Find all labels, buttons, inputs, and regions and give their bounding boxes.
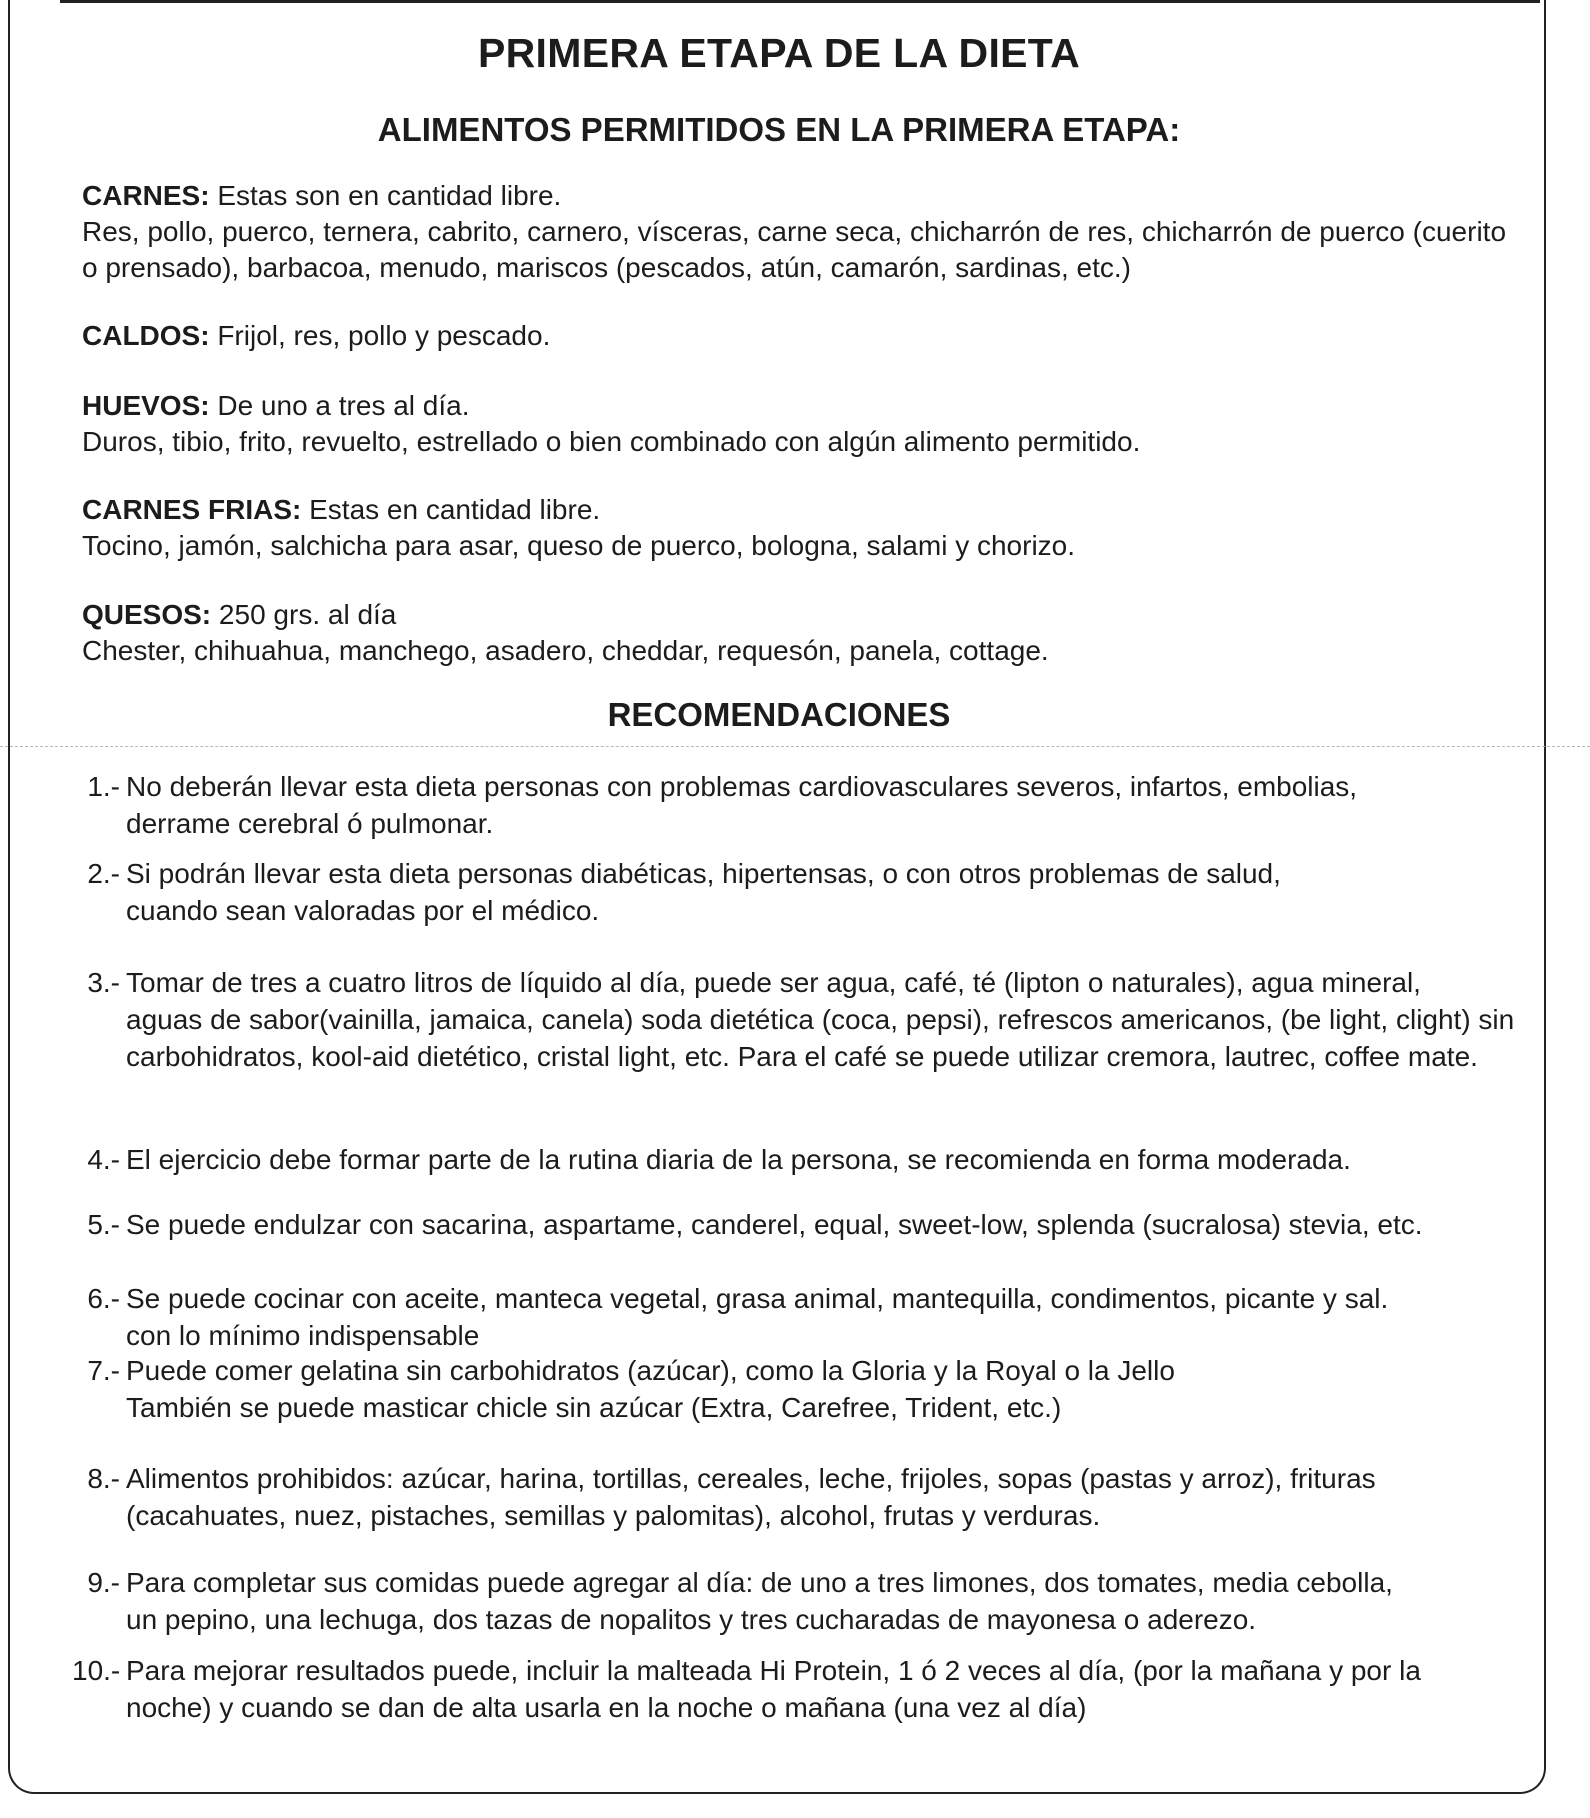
recommendation-item	[72, 1280, 1517, 1354]
item-number: 10.-	[72, 1655, 121, 1686]
recommendations-title: RECOMENDACIONES	[607, 696, 951, 733]
section-intro: Estas son en cantidad libre.	[209, 180, 562, 211]
paper-fold-line	[0, 746, 1590, 747]
item-line: No deberán llevar esta dieta personas con problemas cardiovasculares severos, infartos, embolias,	[126, 771, 1358, 802]
item-line: El ejercicio debe formar parte de la rutina diaria de la persona, se recomienda en forma moderada.	[126, 1144, 1351, 1175]
section-label: QUESOS:	[82, 599, 212, 630]
item-number: 7.-	[87, 1355, 120, 1386]
section-carnes	[82, 178, 1522, 286]
recommendation-item	[72, 1564, 1517, 1638]
item-line: Para completar sus comidas puede agregar al día: de uno a tres limones, dos tomates, media cebolla,	[126, 1567, 1393, 1598]
item-number: 1.-	[87, 771, 120, 802]
section-label: CARNES:	[82, 180, 210, 211]
item-line: Si podrán llevar esta dieta personas diabéticas, hipertensas, o con otros problemas de salud,	[126, 858, 1281, 889]
section-huevos	[82, 388, 1522, 460]
section-quesos	[82, 597, 1522, 669]
item-line: Tomar de tres a cuatro litros de líquido al día, puede ser agua, café, té (lipton o naturales), agua mineral,	[126, 967, 1421, 998]
recommendation-item	[72, 1352, 1517, 1426]
section-caldos	[82, 318, 1522, 354]
recommendation-item	[72, 964, 1517, 1075]
recommendation-item	[72, 1652, 1517, 1726]
item-line: Puede comer gelatina sin carbohidratos (azúcar), como la Gloria y la Royal o la Jello	[126, 1355, 1175, 1386]
section-label: CARNES FRIAS:	[82, 494, 302, 525]
section-body: Tocino, jamón, salchicha para asar, queso de puerco, bologna, salami y chorizo.	[82, 530, 1076, 561]
item-line: cuando sean valoradas por el médico.	[126, 895, 600, 926]
recommendation-item	[72, 1460, 1517, 1534]
item-line: También se puede masticar chicle sin azúcar (Extra, Carefree, Trident, etc.)	[126, 1392, 1062, 1423]
item-number: 4.-	[87, 1144, 120, 1175]
item-number: 6.-	[87, 1283, 120, 1314]
section-subtitle: ALIMENTOS PERMITIDOS EN LA PRIMERA ETAPA:	[377, 111, 1181, 148]
section-intro: Estas en cantidad libre.	[301, 494, 601, 525]
item-line: derrame cerebral ó pulmonar.	[126, 808, 494, 839]
item-line: Para mejorar resultados puede, incluir la malteada Hi Protein, 1 ó 2 veces al día, (por la mañana y por la	[126, 1655, 1421, 1686]
item-line: con lo mínimo indispensable	[126, 1320, 480, 1351]
section-body: Chester, chihuahua, manchego, asadero, cheddar, requesón, panela, cottage.	[82, 635, 1049, 666]
item-line: Se puede endulzar con sacarina, aspartame, canderel, equal, sweet-low, splenda (sucralosa) stevia, etc.	[126, 1209, 1423, 1240]
item-number: 2.-	[87, 858, 120, 889]
section-body: Duros, tibio, frito, revuelto, estrellado o bien combinado con algún alimento permitido.	[82, 426, 1141, 457]
recommendation-item	[72, 1141, 1517, 1178]
item-line: Se puede cocinar con aceite, manteca vegetal, grasa animal, mantequilla, condimentos, picante y sal.	[126, 1283, 1389, 1314]
item-number: 8.-	[87, 1463, 120, 1494]
item-line: aguas de sabor(vainilla, jamaica, canela) soda dietética (coca, pepsi), refrescos americanos, (be light, clight) sin carbohidratos, kool-aid dietético, cristal light, etc. Para el café se puede utilizar cremora, lautrec, coffee mate.	[126, 1004, 1515, 1072]
recommendation-item	[72, 1206, 1517, 1243]
section-intro: De uno a tres al día.	[209, 390, 470, 421]
item-line: un pepino, una lechuga, dos tazas de nopalitos y tres cucharadas de mayonesa o aderezo.	[126, 1604, 1257, 1635]
section-carnes-frias	[82, 492, 1522, 564]
item-line: noche) y cuando se dan de alta usarla en la noche o mañana (una vez al día)	[126, 1692, 1087, 1723]
section-intro: Frijol, res, pollo y pescado.	[209, 320, 551, 351]
section-label: HUEVOS:	[82, 390, 210, 421]
item-line: Alimentos prohibidos: azúcar, harina, tortillas, cereales, leche, frijoles, sopas (pastas y arroz), frituras	[126, 1463, 1376, 1494]
section-label: CALDOS:	[82, 320, 210, 351]
item-number: 3.-	[87, 967, 120, 998]
section-body: Res, pollo, puerco, ternera, cabrito, carnero, vísceras, carne seca, chicharrón de res, chicharrón de puerco (cuerito o prensado), barbacoa, menudo, mariscos (pescados, atún, camarón, sardinas, etc.)	[82, 216, 1507, 283]
recommendation-item	[72, 768, 1517, 842]
item-line: (cacahuates, nuez, pistaches, semillas y palomitas), alcohol, frutas y verduras.	[126, 1500, 1101, 1531]
document-frame	[8, 0, 1546, 1794]
section-intro: 250 grs. al día	[211, 599, 397, 630]
recommendation-item	[72, 855, 1517, 929]
item-number: 9.-	[87, 1567, 120, 1598]
page-title: PRIMERA ETAPA DE LA DIETA	[478, 30, 1080, 76]
item-number: 5.-	[87, 1209, 120, 1240]
